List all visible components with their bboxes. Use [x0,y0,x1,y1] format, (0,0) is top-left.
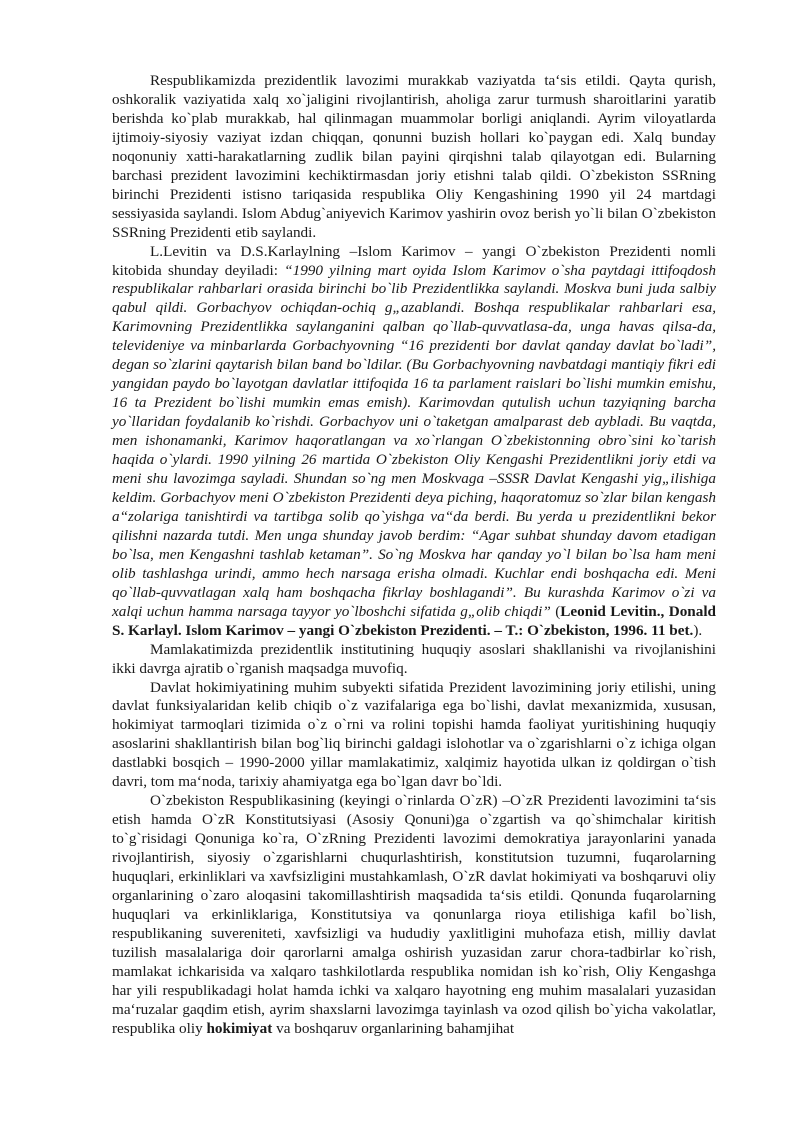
paragraph-5 [112,792,716,1038]
paragraph-2-intro: L.Levitin va D.S.Karlaylning –Islom Karimov – yangi O`zbekiston Prezidenti nomli kitobida shunday deyiladi: [112,242,716,279]
paragraph-1 [112,72,716,243]
bold-term: hokimiyat [206,1019,273,1037]
paragraph-5-text-a: O`zbekiston Respublikasining (keyingi o`rinlarda O`zR) –O`zR Prezidenti lavozimini ta‘sis etish hamda O`zR Konstitutsiyasi (Asosiy Qonuni)ga o`zgartish va qo`shimchalar kiritish to`g`risidagi Qonuniga ko`ra, O`zRning Prezidenti lavozimi demokratiya jarayonlarini yanada rivojlantirish, siyosiy o`zgarishlarni chuqurlashtirish, konstitutsion tuzumni, fuqarolarning huquqlari, erkinliklari va xavfsizligini mustahkamlash, O`zR davlat hokimiyati va boshqaruvi oliy organlarining o`zaro aloqasini takomillashtirish maqsadida ta‘sis etildi. Qonunda fuqarolarning huquqlari va erkinliklariga, Konstitutsiya va qonunlarga rioya etilishiga kafil bo`lish, respublikaning suvereniteti, xavfsizligi va hududiy yaxlitligini muhofaza etish, milliy davlat tuzilish masalalariga doir qarorlarni amalga oshirish yuzasidan zarur chora-tadbirlar ko`rish, mamlakat ichkarisida va xalqaro tashkilotlarda respublika nomidan ish ko`rish, Oliy Kengashga har yili respublikadagi holat hamda ichki va xalqaro hayotning eng muhim masalalari yuzasidan ma‘ruzalar gaqdim etish, ayrim shaxslarni lavozimga tayinlash va ozod qilish bo`yicha vakolatlar, respublika oliy [112,792,716,1037]
paragraph-3-text: Mamlakatimizda prezidentlik institutining huquqiy asoslari shakllanishi va rivojlanishini ikki davrga ajratib o`rganish maqsadga muvofiq. [112,640,716,677]
citation-text: Leonid Levitin., Donald S. Karlayl. Islom Karimov – yangi O`zbekiston Prezidenti. – T.: O`zbekiston, 1996. 11 bet. [112,602,716,639]
quote-text: “1990 yilning mart oyida Islom Karimov o`sha paytdagi ittifoqdosh respublikalar rahbarlari orasida birinchi bo`lib Prezidentlikka saylandi. Moskva buni juda salbiy qabul qildi. Gorbachyov ochiqdan-ochiq g„azablandi. Boshqa respublikalar rahbarlari esa, Karimovning Prezidentlikka saylanganini qalban qo`llab-quvvatlasa-da, unga havas qilsa-da, televideniye va minbarlarda Gorbachyovning “16 prezidenti bor davlat qanday davlat bo`ladi”, degan so`zlarini qaytarish bilan band bo`ldilar. (Bu Gorbachyovning navbatdagi mantiqiy fikri edi yangidan paydo bo`layotgan davlatlar ittifoqida 16 ta parlament raislari bo`lishi mumkin emishu, 16 ta Prezident bo`lishi mumkin emas emish). Karimovdan qutulish uchun tazyiqning barcha yo`llaridan foydalanib ko`rishdi. Gorbachyov uni o`taketgan amalparast deb aybladi. Bu vaqtda, men ishonamanki, Karimov haqoratlangan va xo`rlangan O`zbekistonning obro`sini ko`tarish haqida o`ylardi. 1990 yilning 26 martida O`zbekiston Oliy Kengashi Prezidentlikni joriy etdi va meni shu lavozimga sayladi. Shundan so`ng men Moskvaga –SSSR Davlat Kengashi yig„ilishiga keldim. Gorbachyov meni O`zbekiston Prezidenti deya piching, haqoratomuz so`zlar bilan kengash a“zolariga tanishtirdi va tartibga solib qo`yishga va“da berdi. Bu yerda u prezidentlikni bekor qilishni nazarda tutdi. Men unga shunday javob berdim: “Agar suhbat shunday davom etadigan bo`lsa, men Kengashni tashlab ketaman”. So`ng Moskva har qanday yo`l bilan bo`lsa ham meni olib tashlashga urindi, ammo hech narsaga erisha olmadi. Kuchlar endi boshqacha edi. Meni qo`llab-quvvatlagan xalq ham boshqacha fikrlay boshlagandi”. Bu kurashda Karimov o`zi va xalqi uchun hamma narsaga tayyor yo`lboshchi sifatida g„olib chiqdi” [112,261,716,620]
paragraph-1-text: Respublikamizda prezidentlik lavozimi murakkab vaziyatda ta‘sis etildi. Qayta qurish, oshkoralik vaziyatida xalq xo`jaligini rivojlantirish, aholiga zarur turmush sharoitlarini yaratib berishda ko`plab murakkab, hal qilinmagan muammolar borligi aniqlandi. Ayrim viloyatlarda ijtimoiy-siyosiy vaziyat izdan chiqqan, qonunni buzish hollari ko`paygan edi. Xalq bunday noqonuniy xatti-harakatlarning zudlik bilan payini qirqishni talab qilayotgan edi. Bularning barchasi prezident lavozimini kechiktirmasdan joriy etishni talab qildi. O`zbekiston SSRning birinchi Prezidenti istisno tariqasida respublika Oliy Kengashining 1990 yil 24 martdagi sessiyasida saylandi. Islom Abdug`aniyevich Karimov yashirin ovoz berish yo`li bilan O`zbekiston SSRning Prezidenti etib saylandi. [112,72,716,241]
paragraph-4-text: Davlat hokimiyatining muhim subyekti sifatida Prezident lavozimining joriy etilishi, uning davlat funksiyalaridan kelib chiqib o`z vazifalariga ega bo`lishi, davlat mexanizmida, xususan, hokimiyat tarmoqlari tizimida o`z o`rni va rolini topishi hamda faoliyat yuritishining huquqiy asoslarini shakllantirish bilan bog`liq birinchi galdagi islohotlar va o`zgarishlarni o`z ichiga olgan dastlabki bosqich – 1990-2000 yillar mamlakatimiz, xalqimiz hayotida ulkan iz qoldirgan o`tish davri, tom ma‘noda, tarixiy ahamiyatga ega bo`lgan davr bo`ldi. [112,678,716,791]
citation-open: ( [550,602,561,620]
paragraph-3 [112,641,716,679]
paragraph-2 [112,243,716,641]
paragraph-4 [112,679,716,793]
paragraph-5-text-b: va boshqaruv organlarining bahamjihat [272,1019,515,1037]
citation-close: ). [693,621,703,639]
